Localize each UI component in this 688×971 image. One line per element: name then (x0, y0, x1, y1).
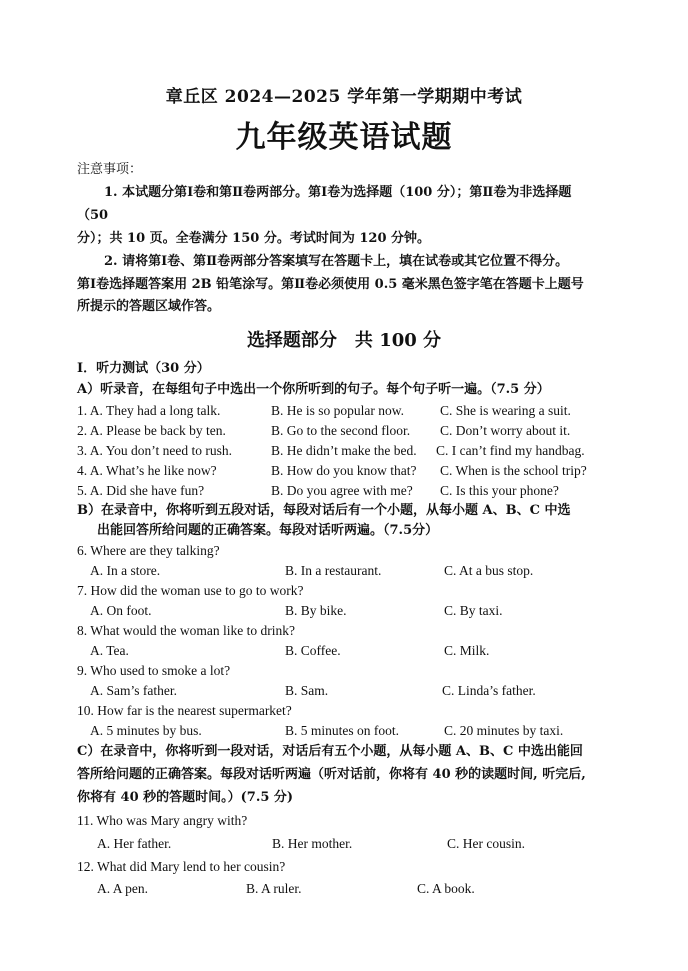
exam-subject-title: 九年级英语试题 (235, 120, 453, 155)
part-c-instructions-1: C）在录音中，你将听到一段对话，对话后有五个小题，从每小题 A、B、C 中选出能回 (77, 744, 583, 759)
q1-option-a: 1. A. They had a long talk. (77, 403, 221, 418)
part-a-instructions: A）听录音，在每组句子中选出一个你所听到的句子。每个句子听一遍。（7.5 分） (77, 382, 550, 397)
q2-option-a: 2. A. Please be back by ten. (77, 423, 226, 438)
q5-option-b: B. Do you agree with me? (271, 483, 413, 498)
q8-option-c: C. Milk. (444, 643, 490, 658)
q8-option-a: A. Tea. (90, 643, 129, 658)
q4-option-c: C. When is the school trip? (440, 463, 587, 478)
q11-question: 11. Who was Mary angry with? (77, 813, 248, 828)
q12-option-a: A. A pen. (97, 881, 149, 896)
q5-option-a: 5. A. Did she have fun? (77, 483, 205, 498)
notes-label: 注意事项： (77, 162, 143, 177)
q6-option-a: A. In a store. (90, 563, 161, 578)
q9-question: 9. Who used to smoke a lot? (77, 663, 231, 678)
q6-option-b: B. In a restaurant. (285, 563, 382, 578)
q7-option-a: A. On foot. (90, 603, 152, 618)
q10-option-b: B. 5 minutes on foot. (285, 723, 399, 738)
note-1-line-1: 1. 本试题分第Ⅰ卷和第Ⅱ卷两部分。第Ⅰ卷为选择题（100 分）；第Ⅱ卷为非选择题 (104, 185, 572, 200)
q7-question: 7. How did the woman use to go to work? (77, 583, 304, 598)
q10-option-a: A. 5 minutes by bus. (90, 723, 202, 738)
part-c-instructions-2: 答所给问题的正确答案。每段对话听两遍（听对话前，你将有 40 秒的读题时间, 听完后, (77, 767, 586, 782)
section-title: 选择题部分 共 100 分 (246, 330, 442, 351)
q5-option-c: C. Is this your phone? (440, 483, 559, 498)
q1-option-c: C. She is wearing a suit. (440, 403, 571, 418)
q7-option-c: C. By taxi. (444, 603, 503, 618)
q3-option-b: B. He didn’t make the bed. (271, 443, 417, 458)
exam-title: 章丘区 2024—2025 学年第一学期期中考试 (165, 87, 523, 107)
q4-option-b: B. How do you know that? (271, 463, 417, 478)
q9-option-b: B. Sam. (285, 683, 329, 698)
q6-option-c: C. At a bus stop. (444, 563, 534, 578)
part-b-instructions-1: B）在录音中，你将听到五段对话，每段对话后有一个小题，从每小题 A、B、C 中选 (77, 503, 571, 518)
q12-option-b: B. A ruler. (246, 881, 302, 896)
q4-option-a: 4. A. What’s he like now? (77, 463, 217, 478)
q1-option-b: B. He is so popular now. (271, 403, 404, 418)
q7-option-b: B. By bike. (285, 603, 347, 618)
note-1-line-2: （50 (77, 208, 109, 223)
part-1-title: I．听力测试（30 分） (77, 361, 210, 376)
q10-question: 10. How far is the nearest supermarket? (77, 703, 292, 718)
part-b-instructions-2: 出能回答所给问题的正确答案。每段对话听两遍。（7.5分） (97, 523, 439, 538)
note-2-line-3: 所提示的答题区域作答。 (77, 299, 221, 314)
q8-question: 8. What would the woman like to drink? (77, 623, 295, 638)
q2-option-b: B. Go to the second floor. (271, 423, 411, 438)
q11-option-c: C. Her cousin. (447, 836, 525, 851)
q9-option-a: A. Sam’s father. (90, 683, 177, 698)
q3-option-a: 3. A. You don’t need to rush. (77, 443, 233, 458)
q11-option-b: B. Her mother. (272, 836, 353, 851)
q12-option-c: C. A book. (417, 881, 475, 896)
q6-question: 6. Where are they talking? (77, 543, 220, 558)
q9-option-c: C. Linda’s father. (442, 683, 536, 698)
q8-option-b: B. Coffee. (285, 643, 341, 658)
part-c-instructions-3: 你将有 40 秒的答题时间。）(7.5 分) (77, 790, 294, 805)
note-2-line-2: 第Ⅰ卷选择题答案用 2B 铅笔涂写。第Ⅱ卷必须使用 0.5 毫米黑色签字笔在答题卡上题号 (77, 277, 584, 292)
q12-question: 12. What did Mary lend to her cousin? (77, 859, 286, 874)
note-2-line-1: 2. 请将第Ⅰ卷、第Ⅱ卷两部分答案填写在答题卡上，填在试卷或其它位置不得分。 (104, 254, 569, 269)
q11-option-a: A. Her father. (97, 836, 172, 851)
q3-option-c: C. I can’t find my handbag. (436, 443, 585, 458)
note-1-line-3: 分）；共 10 页。全卷满分 150 分。考试时间为 120 分钟。 (77, 231, 431, 246)
q2-option-c: C. Don’t worry about it. (440, 423, 571, 438)
q10-option-c: C. 20 minutes by taxi. (444, 723, 564, 738)
